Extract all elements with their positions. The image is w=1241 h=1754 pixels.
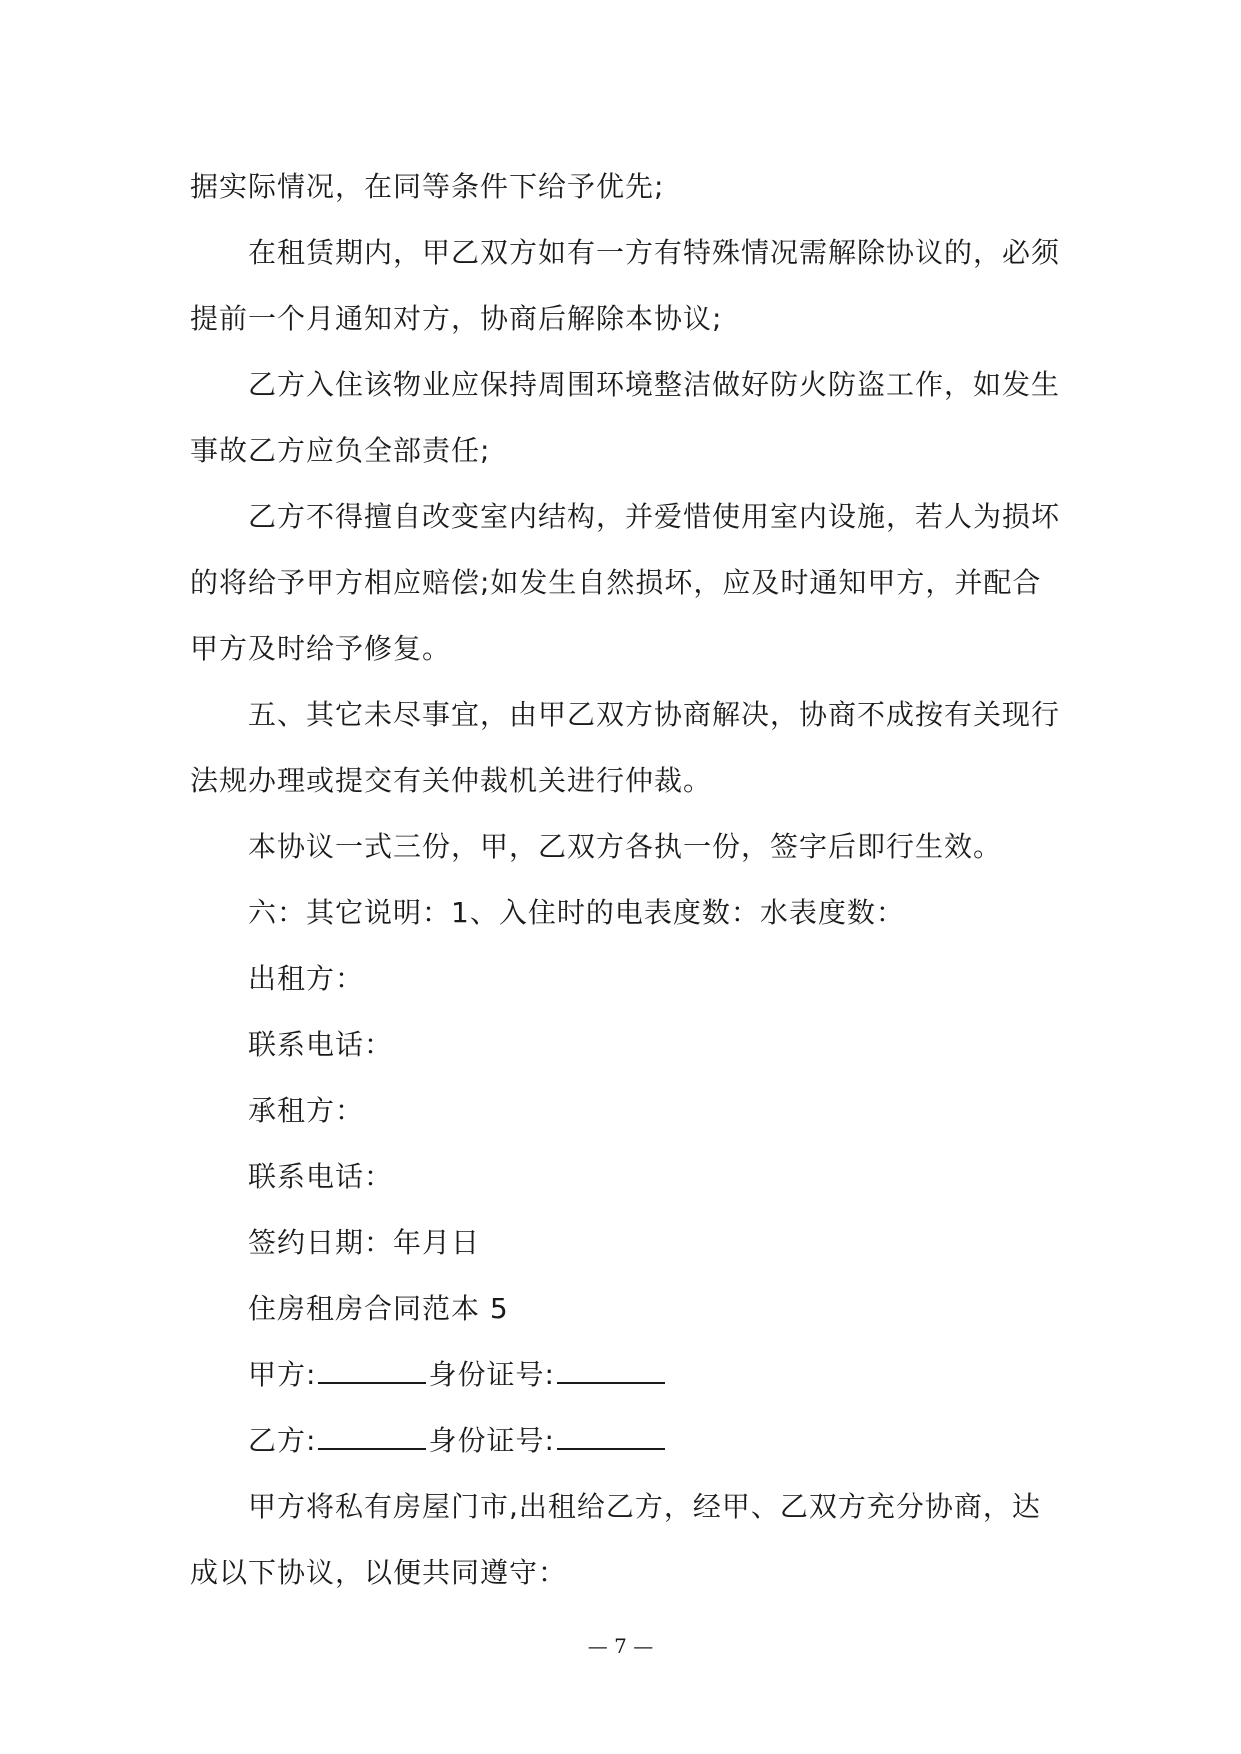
text-line: 在租赁期内，甲乙双方如有一方有特殊情况需解除协议的，必须 [248,236,1061,269]
lessor-phone-label: 联系电话： [248,1028,394,1061]
party-a-id-blank [557,1360,665,1384]
section-title: 住房租房合同范本 5 [248,1292,509,1325]
party-a-line [190,1342,1070,1408]
signing-date-label: 签约日期：年月日 [248,1226,481,1259]
lessor-label: 出租方： [248,962,365,995]
text-line: 成以下协议，以便共同遵守： [190,1556,568,1589]
party-b-id-blank [557,1426,665,1450]
text-line: 乙方入住该物业应保持周围环境整洁做好防火防盗工作，如发生 [248,368,1061,401]
text-line: 法规办理或提交有关仲裁机关进行仲裁。 [190,764,713,797]
text-line: 的将给予甲方相应赔偿;如发生自然损坏，应及时通知甲方，并配合 [190,566,1042,599]
lessee-label: 承租方： [248,1094,365,1127]
party-b-name-blank [318,1426,426,1450]
party-b-label: 乙方: [248,1424,317,1457]
text-line: 提前一个月通知对方，协商后解除本协议; [190,302,723,335]
document-body [190,154,1070,1606]
party-b-id-label: 身份证号: [428,1424,555,1457]
text-line: 甲方将私有房屋门市,出租给乙方，经甲、乙双方充分协商，达 [248,1490,1041,1523]
text-line: 六：其它说明：1、入住时的电表度数：水表度数： [248,896,905,929]
text-line: 五、其它未尽事宜，由甲乙双方协商解决，协商不成按有关现行 [248,698,1061,731]
text-line: 本协议一式三份，甲，乙双方各执一份，签字后即行生效。 [248,830,1003,863]
lessee-phone-label: 联系电话： [248,1160,394,1193]
party-b-line [190,1408,1070,1474]
party-a-label: 甲方: [248,1358,317,1391]
party-a-id-label: 身份证号: [428,1358,555,1391]
text-line: 据实际情况，在同等条件下给予优先; [190,170,665,203]
text-line: 甲方及时给予修复。 [190,632,452,665]
text-line: 乙方不得擅自改变室内结构，并爱惜使用室内设施，若人为损坏 [248,500,1061,533]
text-line: 事故乙方应负全部责任; [190,434,491,467]
page-number: — 7 — [587,1634,654,1658]
party-a-name-blank [318,1360,426,1384]
